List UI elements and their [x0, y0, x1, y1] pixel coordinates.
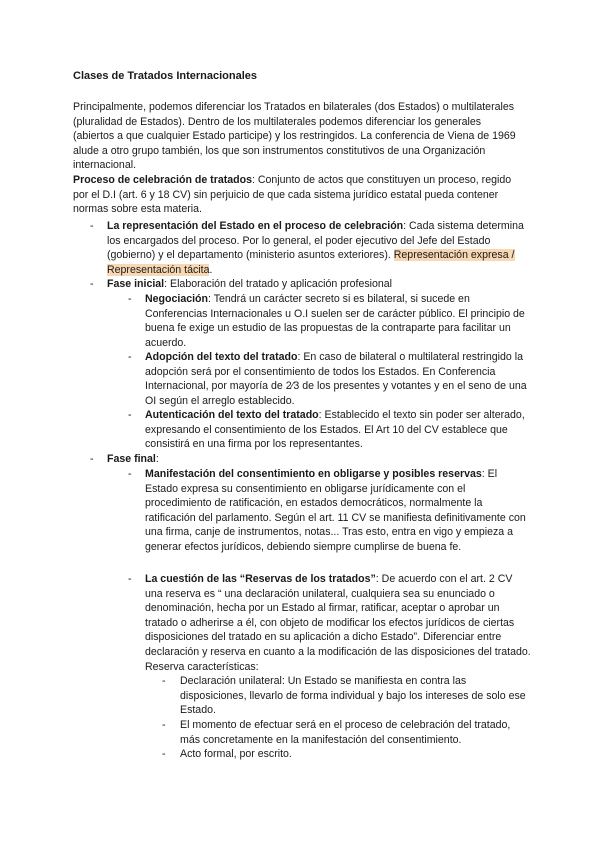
- bullet-dash: -: [90, 278, 94, 290]
- fase-final-item: [107, 452, 527, 467]
- intro-paragraph: Principalmente, podemos diferenciar los Tratados en bilaterales (dos Estados) o multilaterales (pluralidad de Estados). Dentro de los multilaterales podemos diferenciar los generales (abiertos a que cualquier Estado participe) y los restringidos. La conferencia de Viena de 1969 alude a otro grupo también, los que son instrumentos constitutivos de una Organización internacional.: [73, 101, 516, 172]
- representacion-highlight: Representación expresa / Representación tácita: [107, 249, 515, 276]
- fase-inicial-subitem: [145, 408, 529, 452]
- representacion-heading: La representación del Estado en el proceso de celebración: [107, 220, 404, 232]
- fase-inicial-subitem: [145, 292, 529, 350]
- fase-final-text: :: [155, 453, 159, 465]
- bullet-dash: -: [90, 453, 94, 465]
- fase-final-heading: Fase final: [107, 453, 156, 465]
- subitem-heading: Autenticación del texto del tratado: [145, 409, 319, 421]
- subitem-heading: Manifestación del consentimiento en obligarse y posibles reservas: [145, 468, 482, 480]
- fase-inicial-item: [107, 277, 527, 292]
- bullet-dash: -: [128, 351, 132, 363]
- bullet-dash: -: [128, 573, 132, 585]
- bullet-dash: -: [128, 293, 132, 305]
- subitem-heading: La cuestión de las “Reservas de los tratados”: [145, 573, 376, 585]
- page-title: Clases de Tratados Internacionales: [73, 70, 258, 82]
- representacion-item: [107, 219, 527, 277]
- proceso-heading: Proceso de celebración de tratados: [73, 174, 252, 186]
- subitem-text: : En caso de bilateral o multilateral restringido la adopción será por el consentimiento de todos los Estados. En Conferencia Internacional, por mayoría de 2⁄3 de los presentes y votantes y en el seno de una OI según el arreglo establecido.: [145, 351, 527, 407]
- proceso-text: : Conjunto de actos que constituyen un proceso, regido por el D.I (art. 6 y 18 CV) sin perjuicio de que cada sistema jurídico estatal pueda contener normas sobre esta materia.: [73, 174, 512, 216]
- bullet-dash: -: [162, 675, 166, 687]
- bullet-dash: -: [128, 409, 132, 421]
- fase-final-subitem: [145, 572, 531, 674]
- representacion-text: : Cada sistema determina los encargados del proceso. Por lo general, el poder ejecutivo del Jefe del Estado (gobierno) y el departamento (ministerio asuntos exteriores).: [107, 220, 524, 262]
- representacion-end: .: [209, 263, 213, 276]
- fase-final-subitem: [145, 467, 531, 555]
- reserva-characteristic: Acto formal, por escrito.: [180, 748, 292, 760]
- fase-inicial-heading: Fase inicial: [107, 278, 165, 290]
- fase-inicial-text: : Elaboración del tratado y aplicación profesional: [164, 278, 393, 290]
- subitem-text: : Tendrá un carácter secreto si es bilateral, si sucede en Conferencias Internacionales u O.I suelen ser de carácter público. El principio de buena fe exige un estudio de las propuestas de la contraparte para facilitar un acuerdo.: [145, 293, 525, 349]
- bullet-dash: -: [90, 220, 94, 232]
- reserva-characteristic: El momento de efectuar será en el proceso de celebración del tratado, más concretamente en la manifestación del consentimiento.: [180, 719, 511, 746]
- reserva-characteristic: Declaración unilateral: Un Estado se manifiesta en contra las disposiciones, llevarlo de forma individual y bajo los intereses de solo ese Estado.: [180, 675, 526, 717]
- fase-inicial-subitem: [145, 350, 529, 408]
- subitem-text: : De acuerdo con el art. 2 CV una reserva es “ una declaración unilateral, cualquiera sea su enunciado o denominación, hecha por un Estado al firmar, ratificar, aceptar o aprobar un tratado o adherirse a él, con objeto de modificar los efectos jurídicos de ciertas disposiciones del tratado en su aplicación a dicho Estado”. Diferenciar entre declaración y reserva en cuanto a la modificación de las disposiciones del tratado. Reserva características:: [145, 573, 531, 673]
- subitem-text: : El Estado expresa su consentimiento en obligarse jurídicamente con el procedimiento de ratificación, en estados democráticos, normalmente la ratificación del parlamento. Según el art. 11 CV se manifiesta definitivamente con una firma, canje de instrumentos, notas... Tras esto, entra en vigo y empieza a generar efectos jurídicos, debiendo siempre cumplirse de buena fe.: [145, 468, 526, 553]
- bullet-dash: -: [162, 719, 166, 731]
- proceso-paragraph: [73, 173, 525, 217]
- subitem-text: : Establecido el texto sin poder ser alterado, expresando el consentimiento de los Estados. El Art 10 del CV establece que consistirá en una firma por los representantes.: [145, 409, 525, 451]
- bullet-dash: -: [162, 748, 166, 760]
- subitem-heading: Negociación: [145, 293, 208, 305]
- bullet-dash: -: [128, 468, 132, 480]
- subitem-heading: Adopción del texto del tratado: [145, 351, 298, 363]
